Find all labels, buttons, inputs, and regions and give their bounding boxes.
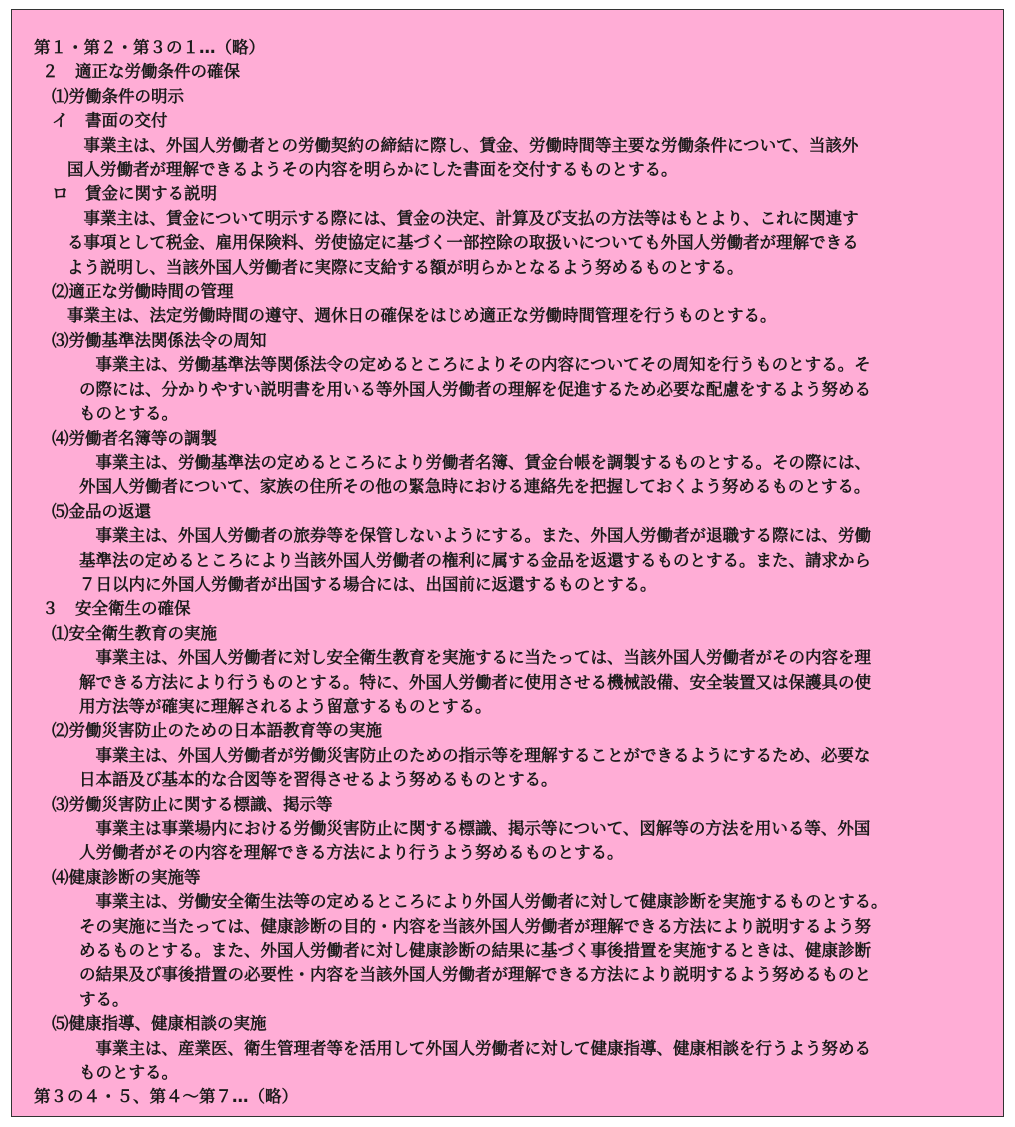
subsection-heading: ⑵適正な労働時間の管理 [52,282,234,302]
paragraph-line: の結果及び事後措置の必要性・内容を当該外国人労働者が理解できる方法により説明するよう努めるものと [79,965,871,985]
paragraph-line: 事業主は、労働安全衛生法等の定めるところにより外国人労働者に対して健康診断を実施するものとする。 [79,892,888,912]
section-heading: ３ 安全衛生の確保 [42,599,191,619]
paragraph-line: 事業主は、外国人労働者が労働災害防止のための指示等を理解することができるようにするため、必要な [79,745,871,765]
paragraph-line: 基準法の定めるところにより当該外国人労働者の権利に属する金品を返還するものとする。また、請求から [79,550,871,570]
paragraph-line: 外国人労働者について、家族の住所その他の緊急時における連絡先を把握しておくよう努めるものとする。 [79,477,871,497]
item-heading: ロ 賃金に関する説明 [52,184,217,204]
paragraph-line: ものとする。 [79,1063,178,1083]
paragraph-line: めるものとする。また、外国人労働者に対し健康診断の結果に基づく事後措置を実施するときは、健康診断 [79,941,871,961]
paragraph-line: よう説明し、当該外国人労働者に実際に支給する額が明らかとなるよう努めるものとする。 [67,257,744,277]
paragraph-line: 人労働者がその内容を理解できる方法により行うよう努めるものとする。 [79,843,624,863]
paragraph-line: 国人労働者が理解できるようその内容を明らかにした書面を交付するものとする。 [67,160,678,180]
subsection-heading: ⑸金品の返還 [52,501,151,521]
paragraph-line: 用方法等が確実に理解されるよう留意するものとする。 [79,696,492,716]
subsection-heading: ⑷労働者名簿等の調製 [52,428,217,448]
item-heading: イ 書面の交付 [52,111,168,131]
paragraph-line: の際には、分かりやすい説明書を用いる等外国人労働者の理解を促進するため必要な配慮をするよう努める [79,379,871,399]
subsection-heading: ⑴労働条件の明示 [52,86,184,106]
subsection-heading: ⑵労働災害防止のための日本語教育等の実施 [52,721,382,741]
paragraph-line: 日本語及び基本的な合図等を習得させるよう努めるものとする。 [79,770,558,790]
subsection-heading: ⑴安全衛生教育の実施 [52,623,217,643]
paragraph-line: 事業主は、外国人労働者との労働契約の締結に際し、賃金、労働時間等主要な労働条件について、当該外 [67,135,859,155]
subsection-heading: ⑷健康診断の実施等 [52,867,201,887]
paragraph-line: ７日以内に外国人労働者が出国する場合には、出国前に返還するものとする。 [79,574,657,594]
paragraph-line: 事業主は、賃金について明示する際には、賃金の決定、計算及び支払の方法等はもとより、これに関連す [67,208,859,228]
subsection-heading: ⑶労働基準法関係法令の周知 [52,330,267,350]
paragraph-line: 事業主は、法定労働時間の遵守、週休日の確保をはじめ適正な労働時間管理を行うものとする。 [67,306,777,326]
section-heading: ２ 適正な労働条件の確保 [42,62,240,82]
paragraph-line: ものとする。 [79,404,178,424]
paragraph-line: 事業主は事業場内における労働災害防止に関する標識、掲示等について、図解等の方法を用いる等、外国 [79,819,871,838]
paragraph-line: 事業主は、外国人労働者に対し安全衛生教育を実施するに当たっては、当該外国人労働者がその内容を理 [79,648,871,668]
paragraph-line: する。 [79,989,129,1009]
paragraph-line: 事業主は、労働基準法等関係法令の定めるところによりその内容についてその周知を行うものとする。そ [79,355,871,375]
subsection-heading: ⑸健康指導、健康相談の実施 [52,1014,267,1034]
paragraph-line: る事項として税金、雇用保険料、労使協定に基づく一部控除の取扱いについても外国人労働者が理解できる [67,233,859,253]
paragraph-line: 事業主は、外国人労働者の旅券等を保管しないようにする。また、外国人労働者が退職する際には、労働 [79,526,871,546]
section-heading: 第１・第２・第３の１…（略） [34,38,265,57]
section-heading: 第３の４・５、第４～第７…（略） [34,1087,298,1107]
subsection-heading: ⑶労働災害防止に関する標識、掲示等 [52,794,333,814]
paragraph-line: その実施に当たっては、健康診断の目的・内容を当該外国人労働者が理解できる方法により説明するよう努 [79,916,871,936]
paragraph-line: 事業主は、労働基準法の定めるところにより労働者名簿、賃金台帳を調製するものとする。その際には、 [79,452,871,472]
document-box [11,9,1004,1117]
paragraph-line: 解できる方法により行うものとする。特に、外国人労働者に使用させる機械設備、安全装置又は保護具の使 [79,672,871,692]
paragraph-line: 事業主は、産業医、衛生管理者等を活用して外国人労働者に対して健康指導、健康相談を行うよう努める [79,1038,871,1058]
